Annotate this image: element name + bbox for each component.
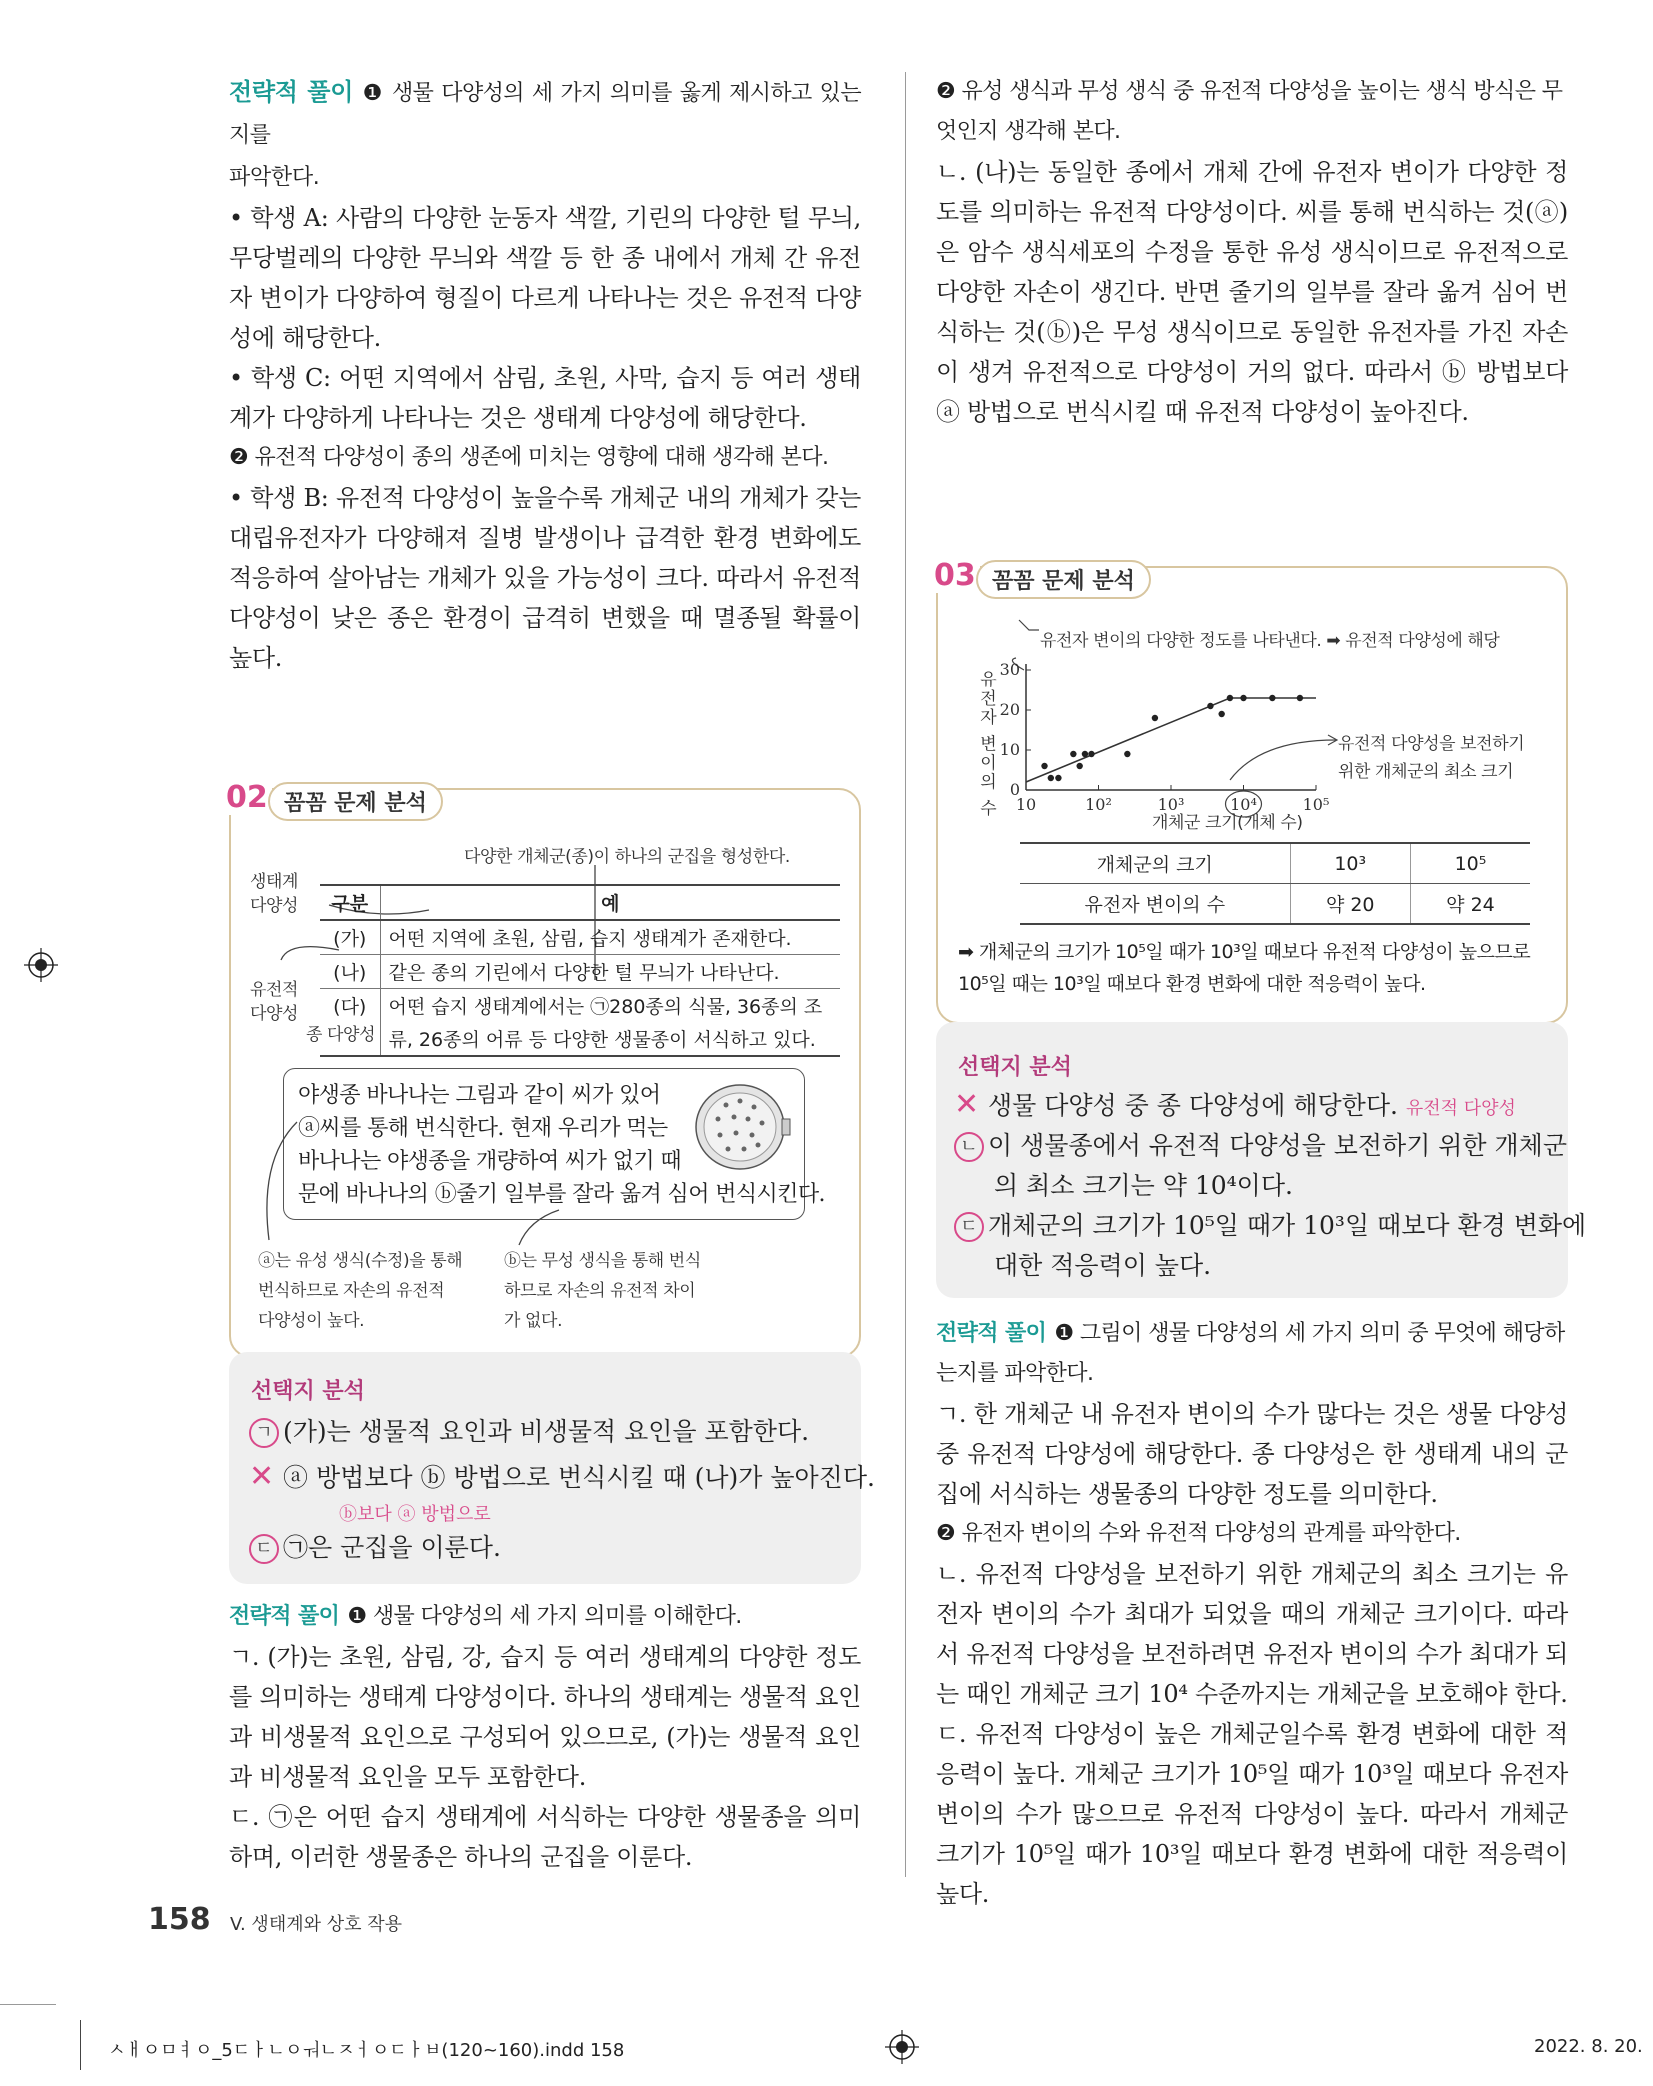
choice-text: ㉠은 군집을 이룬다.	[283, 1533, 501, 1562]
table-cell: 유전자 변이의 수	[1020, 884, 1290, 925]
choice-item	[249, 1458, 875, 1498]
banana-note-arrows	[229, 1100, 861, 1250]
registration-mark-icon	[885, 2030, 919, 2064]
print-file-info: ㅅㅐㅇㅁㅕㅇ_5ㄷㅏㄴㅇㅝㄴㅈㅓㅇㄷㅏㅂ(120~160).indd 158	[108, 2040, 625, 2061]
table-head-cell: 예	[380, 885, 840, 920]
q02-choice-box	[229, 1352, 875, 1584]
q02-side-sp: 종 다양성	[306, 1025, 376, 1045]
correction-note: 유전적 다양성	[1405, 1098, 1516, 1119]
q02-table	[320, 884, 840, 1057]
strategy-lead: 전략적 풀이	[229, 78, 354, 106]
choice-title: 선택지 분석	[958, 1055, 1072, 1080]
data-point	[1297, 695, 1303, 701]
banana-line: 문에 바나나의 ⓑ줄기 일부를 잘라 옮겨 심어 번식시킨다.	[298, 1182, 825, 1207]
wrong-x-icon: ✕	[249, 1459, 275, 1494]
data-point	[1088, 751, 1094, 757]
right-column	[936, 72, 1568, 432]
strategy-paragraph: ㄷ. ㉠은 어떤 습지 생태계에 서식하는 다양한 생물종을 의미하며, 이러한 생물종은 하나의 군집을 이룬다.	[229, 1803, 861, 1871]
q02-number: 02	[222, 780, 272, 815]
correct-circle-icon: ㄷ	[954, 1212, 984, 1242]
strategy-heading-cont: 파악한다.	[229, 165, 320, 190]
table-row	[320, 1022, 840, 1056]
choice-item	[249, 1412, 809, 1452]
x-axis-label: 개체군 크기(개체 수)	[1152, 813, 1303, 833]
table-cell: 류, 26종의 어류 등 다양한 생물종이 서식하고 있다.	[380, 1022, 840, 1056]
banana-line: ⓐ씨를 통해 번식한다. 현재 우리가 먹는	[298, 1116, 668, 1141]
note-a	[258, 1246, 462, 1336]
right-strategy-3	[936, 1314, 1568, 1914]
correct-circle-icon: ㄱ	[249, 1418, 279, 1448]
strategy-paragraph: ㄱ. (가)는 초원, 삼림, 강, 습지 등 여러 생태계의 다양한 정도를 의미하는 생태계 다양성이다. 하나의 생태계는 생물적 요인과 비생물적 요인으로 구성되어 있으므로, (가)는 생물적 요인과 비생물적 요인을 모두 포함한다.	[229, 1643, 861, 1791]
y-tick-label: 20	[999, 700, 1020, 719]
print-date: 2022. 8. 20.	[1534, 2036, 1643, 2057]
strategy-heading-text: ❶ 생물 다양성의 세 가지 의미를 이해한다.	[347, 1604, 742, 1629]
table-cell: 약 24	[1410, 884, 1530, 925]
left-strategy-2	[229, 1597, 861, 1877]
table-cell: (가)	[320, 920, 380, 955]
table-row	[320, 920, 840, 955]
q03-note-top: 유전자 변이의 다양한 정도를 나타낸다. ➡ 유전적 다양성에 해당	[1040, 631, 1500, 651]
x-tick-label: 10⁴	[1230, 795, 1257, 814]
data-point	[1207, 703, 1213, 709]
table-cell: 같은 종의 기린에서 다양한 털 무늬가 나타난다.	[380, 955, 840, 989]
table-row	[320, 989, 840, 1023]
strategy-paragraph: ㄴ. (나)는 동일한 종에서 개체 간에 유전자 변이가 다양한 정도를 의미하는 유전적 다양성이다. 씨를 통해 번식하는 것(ⓐ)은 암수 생식세포의 수정을 통한 유성 생식이므로 유전적으로 다양한 자손이 생긴다. 반면 줄기의 일부를 잘라 옮겨 심어 번식하는 것(ⓑ)은 무성 생식이므로 동일한 유전자를 가진 자손이 생겨 유전적으로 다양성이 거의 없다. 따라서 ⓑ 방법보다 ⓐ 방법으로 번식시킬 때 유전적 다양성이 높아진다.	[936, 158, 1568, 426]
table-header-row	[320, 885, 840, 920]
choice-item	[954, 1206, 1586, 1246]
data-point	[1124, 751, 1130, 757]
note-b	[504, 1246, 701, 1336]
strategy-heading	[936, 1314, 1568, 1394]
y-tick-label: 30	[999, 660, 1020, 679]
strategy-paragraph: ㄴ. 유전적 다양성을 보전하기 위한 개체군의 최소 크기는 유전자 변이의 수가 최대가 되었을 때의 개체군 크기이다. 따라서 유전적 다양성을 보전하려면 유전자 변이의 수가 최대가 되는 때인 개체군 크기 10⁴ 수준까지는 개체군을 보호해야 한다.	[936, 1560, 1568, 1708]
unit-title: V. 생태계와 상호 작용	[230, 1914, 402, 1935]
q02-note-top: 다양한 개체군(종)이 하나의 군집을 형성한다.	[464, 847, 790, 867]
note-b-line: 하므로 자손의 유전적 차이	[504, 1281, 696, 1301]
note-a-line: ⓐ는 유성 생식(수정)을 통해	[258, 1251, 463, 1271]
strategy-heading: ❷ 유전자 변이의 수와 유전적 다양성의 관계를 파악한다.	[936, 1521, 1461, 1546]
choice-text: 개체군의 크기가 10⁵일 때가 10³일 때보다 환경 변화에	[988, 1211, 1587, 1240]
strategy-paragraph: ㄱ. 한 개체군 내 유전자 변이의 수가 많다는 것은 생물 다양성 중 유전적 다양성에 해당한다. 종 다양성은 한 생태계 내의 군집에 서식하는 생물종의 다양한 정도를 의미한다.	[936, 1400, 1568, 1508]
q02-side-gen: 유전적 다양성	[250, 980, 299, 1024]
strategy-heading: ❷ 유성 생식과 무성 생식 중 유전적 다양성을 높이는 생식 방식은 무엇인지 생각해 본다.	[936, 79, 1563, 144]
table-row	[1020, 884, 1530, 925]
x-tick-label: 10	[1015, 795, 1037, 814]
q03-note-right-arrow	[1200, 730, 1340, 790]
table-row	[1020, 843, 1530, 884]
data-point	[1152, 715, 1158, 721]
choice-title: 선택지 분석	[251, 1379, 365, 1404]
data-point	[1227, 695, 1233, 701]
y-tick-label: 10	[999, 740, 1020, 759]
table-cell: 10³	[1290, 843, 1410, 884]
table-head-cell: 구분	[320, 885, 380, 920]
strategy-heading	[229, 1597, 861, 1637]
column-divider	[905, 72, 906, 1877]
wrong-x-icon: ✕	[954, 1087, 980, 1122]
data-point	[1218, 711, 1224, 717]
data-point	[1076, 763, 1082, 769]
crop-mark	[0, 2004, 56, 2005]
left-strategy-1: 전략적 풀이 ❶ 생물 다양성의 세 가지 의미를 옳게 제시하고 있는지를 파악한다.	[229, 78, 861, 190]
choice-text: 생물 다양성 중 종 다양성에 해당한다.	[988, 1091, 1398, 1120]
q03-table	[1020, 842, 1530, 925]
table-cell: 약 20	[1290, 884, 1410, 925]
student-a-paragraph: • 학생 A: 사람의 다양한 눈동자 색깔, 기린의 다양한 털 무늬, 무당벌레의 다양한 무늬와 색깔 등 한 종 내에서 개체 간 유전자 변이가 다양하여 형질이 다르게 나타나는 것은 유전적 다양성에 해당한다.	[229, 204, 861, 352]
x-tick-label: 10³	[1157, 795, 1185, 814]
x-tick-label: 10²	[1085, 795, 1112, 814]
choice-text: (가)는 생물적 요인과 비생물적 요인을 포함한다.	[283, 1417, 810, 1446]
note-line: 유전적 다양성을 보전하기	[1338, 734, 1525, 754]
q03-summary: ➡ 개체군의 크기가 10⁵일 때가 10³일 때보다 유전적 다양성이 높으므로 10⁵일 때는 10³일 때보다 환경 변화에 대한 적응력이 높다.	[958, 941, 1531, 995]
note-a-line: 번식하므로 자손의 유전적	[258, 1281, 445, 1301]
crop-mark	[80, 2020, 81, 2070]
strategy-lead: 전략적 풀이	[229, 1604, 340, 1629]
strategy-heading-2: ❷ 유전적 다양성이 종의 생존에 미치는 영향에 대해 생각해 본다.	[229, 445, 829, 470]
data-point	[1070, 751, 1076, 757]
registration-mark-icon	[24, 948, 58, 982]
note-line: 위한 개체군의 최소 크기	[1338, 762, 1514, 782]
banana-line: 바나나는 야생종을 개량하여 씨가 없기 때	[298, 1149, 682, 1174]
correction-note: ⓑ보다 ⓐ 방법으로	[339, 1504, 491, 1525]
data-point	[1082, 751, 1088, 757]
note-b-line: 가 없다.	[504, 1311, 563, 1331]
q03-tag: 꼼꼼 문제 분석	[976, 560, 1151, 599]
strategy-heading-text: ❶ 그림이 생물 다양성의 세 가지 의미 중 무엇에 해당하는지를 파악한다.	[936, 1321, 1565, 1386]
data-point	[1240, 695, 1246, 701]
choice-item	[249, 1528, 501, 1568]
x-tick-label: 10⁵	[1302, 795, 1330, 814]
data-point	[1048, 775, 1054, 781]
left-column	[229, 72, 861, 678]
table-row	[320, 955, 840, 989]
student-c-paragraph: • 학생 C: 어떤 지역에서 삼림, 초원, 사막, 습지 등 여러 생태계가 다양하게 나타나는 것은 생태계 다양성에 해당한다.	[229, 364, 861, 432]
choice-text-cont: 대한 적응력이 높다.	[994, 1251, 1212, 1280]
note-b-line: ⓑ는 무성 생식을 통해 번식	[504, 1251, 701, 1271]
choice-item	[954, 1126, 1567, 1166]
table-cell	[320, 1022, 380, 1056]
data-point	[1269, 695, 1275, 701]
table-cell: 어떤 습지 생태계에서는 ㉠280종의 식물, 36종의 조	[380, 989, 840, 1023]
table-cell: (다)	[333, 996, 367, 1018]
correct-circle-icon: ㄴ	[954, 1132, 984, 1162]
correct-circle-icon: ㄷ	[249, 1534, 279, 1564]
strategy-lead: 전략적 풀이	[936, 1321, 1047, 1346]
table-cell: 10⁵	[1410, 843, 1530, 884]
table-cell: 개체군의 크기	[1020, 843, 1290, 884]
q03-choice-box	[936, 1022, 1587, 1298]
data-point	[1041, 763, 1047, 769]
table-cell: 어떤 지역에 초원, 삼림, 습지 생태계가 존재한다.	[380, 920, 840, 955]
choice-item	[954, 1086, 1516, 1129]
banana-line: 야생종 바나나는 그림과 같이 씨가 있어	[298, 1083, 661, 1108]
choice-text-cont: 의 최소 크기는 약 10⁴이다.	[994, 1171, 1293, 1200]
choice-text: ⓐ 방법보다 ⓑ 방법으로 번식시킬 때 (나)가 높아진다.	[283, 1463, 875, 1492]
q02-tag: 꼼꼼 문제 분석	[268, 782, 443, 821]
strategy-heading: 생물 다양성의 세 가지 의미를 옳게 제시하고 있는지를	[229, 81, 861, 148]
choice-text: 이 생물종에서 유전적 다양성을 보전하기 위한 개체군	[988, 1131, 1567, 1160]
data-point	[1055, 775, 1061, 781]
y-axis-label: 유전자 변이의 수	[976, 670, 996, 818]
table-cell: (나)	[320, 955, 380, 989]
q03-number: 03	[930, 558, 980, 593]
y-tick-label: 0	[1009, 780, 1020, 799]
q02-side-eco: 생태계 다양성	[250, 872, 299, 916]
page-number: 158	[148, 1902, 211, 1937]
strategy-paragraph: ㄷ. 유전적 다양성이 높은 개체군일수록 환경 변화에 대한 적응력이 높다. 개체군 크기가 10⁵일 때가 10³일 때보다 유전자 변이의 수가 많으므로 유전적 다양성이 높다. 따라서 개체군 크기가 10⁵일 때가 10³일 때보다 환경 변화에 대한 적응력이 높다.	[936, 1720, 1568, 1908]
q03-note-right	[1338, 730, 1524, 786]
student-b-paragraph: • 학생 B: 유전적 다양성이 높을수록 개체군 내의 개체가 갖는 대립유전자가 다양해져 질병 발생이나 급격한 환경 변화에도 적응하여 살아남는 개체가 있을 가능성이 크다. 따라서 유전적 다양성이 낮은 종은 환경이 급격히 변했을 때 멸종될 확률이 높다.	[229, 484, 861, 672]
note-a-line: 다양성이 높다.	[258, 1311, 365, 1331]
q03-note-top-arrow	[1015, 616, 1045, 646]
